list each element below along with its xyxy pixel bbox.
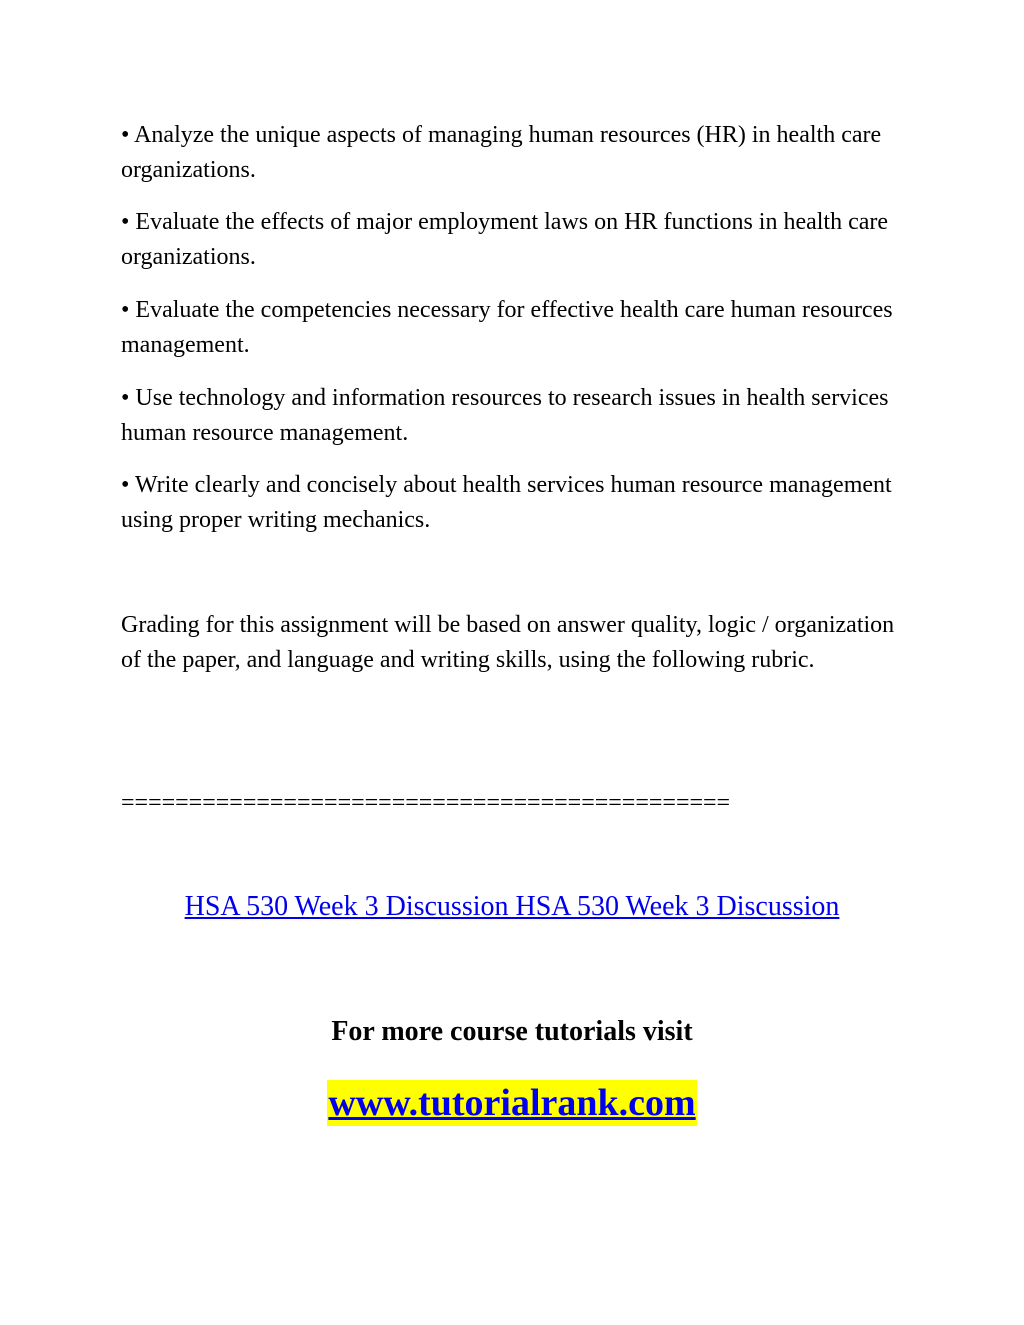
grading-paragraph: Grading for this assignment will be based on answer quality, logic / organization of the paper, and language and writing skills, using the following rubric. [121, 612, 895, 673]
bullet-item-technology: • Use technology and information resources to research issues in health services human resource management. [121, 385, 889, 446]
course-link-line [0, 889, 1024, 925]
website-link-line [0, 1080, 1024, 1135]
bullet-item-employment-laws: • Evaluate the effects of major employment laws on HR functions in health care organizations. [121, 209, 889, 270]
bullet-item-writing: • Write clearly and concisely about health services human resource management using proper writing mechanics. [121, 472, 892, 533]
bullet-item-analyze: • Analyze the unique aspects of managing human resources (HR) in health care organizations. [121, 122, 882, 183]
course-discussion-link[interactable]: HSA 530 Week 3 Discussion HSA 530 Week 3 Discussion [184, 891, 840, 922]
more-tutorials-heading: For more course tutorials visit [331, 1016, 693, 1047]
separator-line: ============================================= [121, 790, 731, 816]
bullet-item-competencies: • Evaluate the competencies necessary for effective health care human resources management. [121, 297, 893, 358]
website-link[interactable]: www.tutorialrank.com [328, 1082, 696, 1124]
